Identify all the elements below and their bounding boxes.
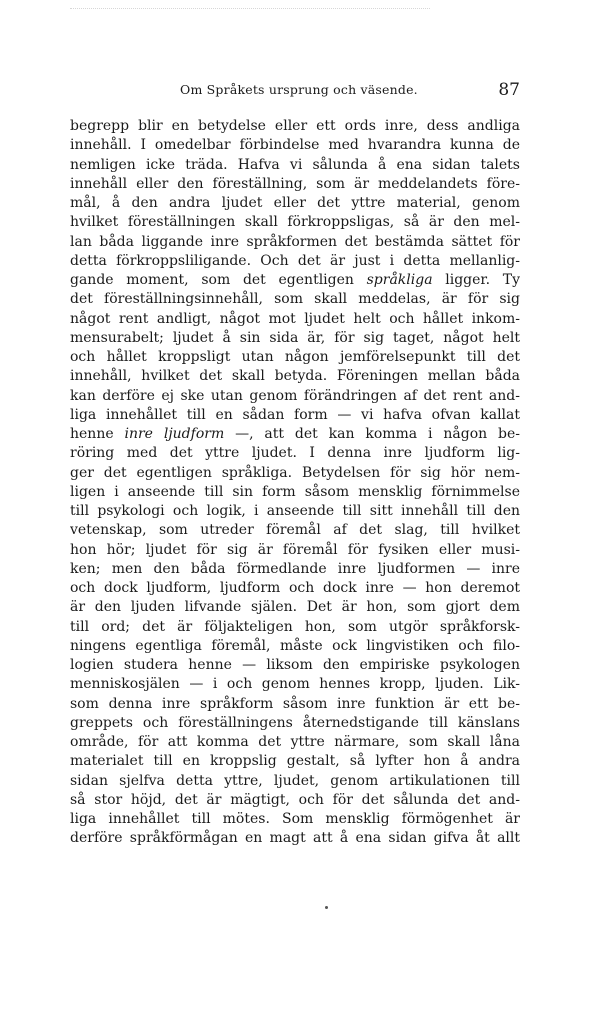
text-line: och dock ljudform, ljudform och dock inre — hon deremot [70, 580, 520, 596]
text-line: logien studera henne — liksom den empiriske psykologen [70, 657, 520, 673]
text-line: menniskosjälen — i och genom hennes kropp, ljuden. Lik- [70, 676, 520, 693]
emphasized-term: inre ljudform [124, 426, 225, 442]
text-line: och hållet kroppsligt utan någon jemförelsepunkt till det [70, 349, 520, 365]
text-line: ningens egentliga föremål, måste ock lingvistiken och filo- [70, 637, 520, 654]
text-line: derföre språkförmågan en magt att å ena sidan gifva åt allt [70, 830, 520, 847]
text-line: hvilket föreställningen skall förkroppsligas, så är den mel- [70, 214, 520, 231]
text-line: mål, å den andra ljudet eller det yttre material, genom [70, 195, 520, 211]
page-header [70, 80, 520, 104]
text-line: materialet till en kroppslig gestalt, så lyfter hon å andra [70, 753, 520, 770]
running-head: Om Språkets ursprung och väsende. [180, 82, 418, 97]
text-line: innehåll eller den föreställning, som är meddelandets före- [70, 175, 520, 192]
text-line: vetenskap, som utreder föremål af det slag, till hvilket [70, 522, 520, 539]
text-line: begrepp blir en betydelse eller ett ords inre, dess andliga [70, 118, 520, 134]
scan-artifact-top [70, 8, 430, 15]
text-line: kan derföre ej ske utan genom förändringen af det rent and- [70, 387, 520, 404]
text-line: liga innehållet till mötes. Som mensklig förmögenhet är [70, 811, 520, 827]
text-line: röring med det yttre ljudet. I denna inre ljudform lig- [70, 445, 520, 462]
text-line: område, för att komma det yttre närmare, som skall låna [70, 734, 520, 750]
text-line: ger det egentligen språkliga. Betydelsen för sig hör nem- [70, 464, 520, 481]
text-line: hon hör; ljudet för sig är föremål för fysiken eller musi- [70, 541, 520, 558]
scan-dot-mark [325, 906, 328, 909]
text-line: ken; men den båda förmedlande inre ljudformen — inre [70, 560, 520, 577]
text-line: lan båda liggande inre språkformen det bestämda sättet för [70, 233, 520, 250]
text-line: ligen i anseende till sin form såsom mensklig förnimmelse [70, 483, 520, 500]
text-line: så stor höjd, det är mägtigt, och för det sålunda det and- [70, 791, 520, 808]
text-line: till ord; det är följakteligen hon, som utgör språkforsk- [70, 618, 520, 635]
text-line: detta förkroppsliligande. Och det är just i detta mellanlig- [70, 252, 520, 269]
body-text [70, 117, 520, 849]
text-line: innehåll, hvilket det skall betyda. Föreningen mellan båda [70, 368, 520, 385]
text-line: nemligen icke träda. Hafva vi sålunda å ena sidan talets [70, 156, 520, 173]
text-line: är den ljuden lifvande själen. Det är hon, som gjort dem [70, 599, 520, 616]
text-line: mensurabelt; ljudet å sin sida är, för sig taget, något helt [70, 329, 520, 346]
text-line: henne inre ljudform —, att det kan komma i någon be- [70, 426, 520, 442]
text-line: sidan sjelfva detta yttre, ljudet, genom artikulationen till [70, 772, 520, 789]
text-line: innehåll. I omedelbar förbindelse med hvarandra kunna de [70, 137, 520, 154]
text-line: liga innehållet till en sådan form — vi hafva ofvan kallat [70, 406, 520, 423]
text-line: det föreställningsinnehåll, som skall meddelas, är för sig [70, 291, 520, 308]
text-line: gande moment, som det egentligen språkliga ligger. Ty [70, 272, 520, 288]
scan-artifact-bottom [415, 985, 555, 997]
emphasized-term: språkliga [366, 272, 433, 288]
text-line: som denna inre språkform såsom inre funktion är ett be- [70, 695, 520, 712]
page-number: 87 [498, 80, 520, 100]
text-line: greppets och föreställningens åternedstigande till känslans [70, 714, 520, 731]
text-line: något rent andligt, något mot ljudet helt och hållet inkom- [70, 310, 520, 327]
text-line: till psykologi och logik, i anseende till sitt innehåll till den [70, 503, 520, 519]
